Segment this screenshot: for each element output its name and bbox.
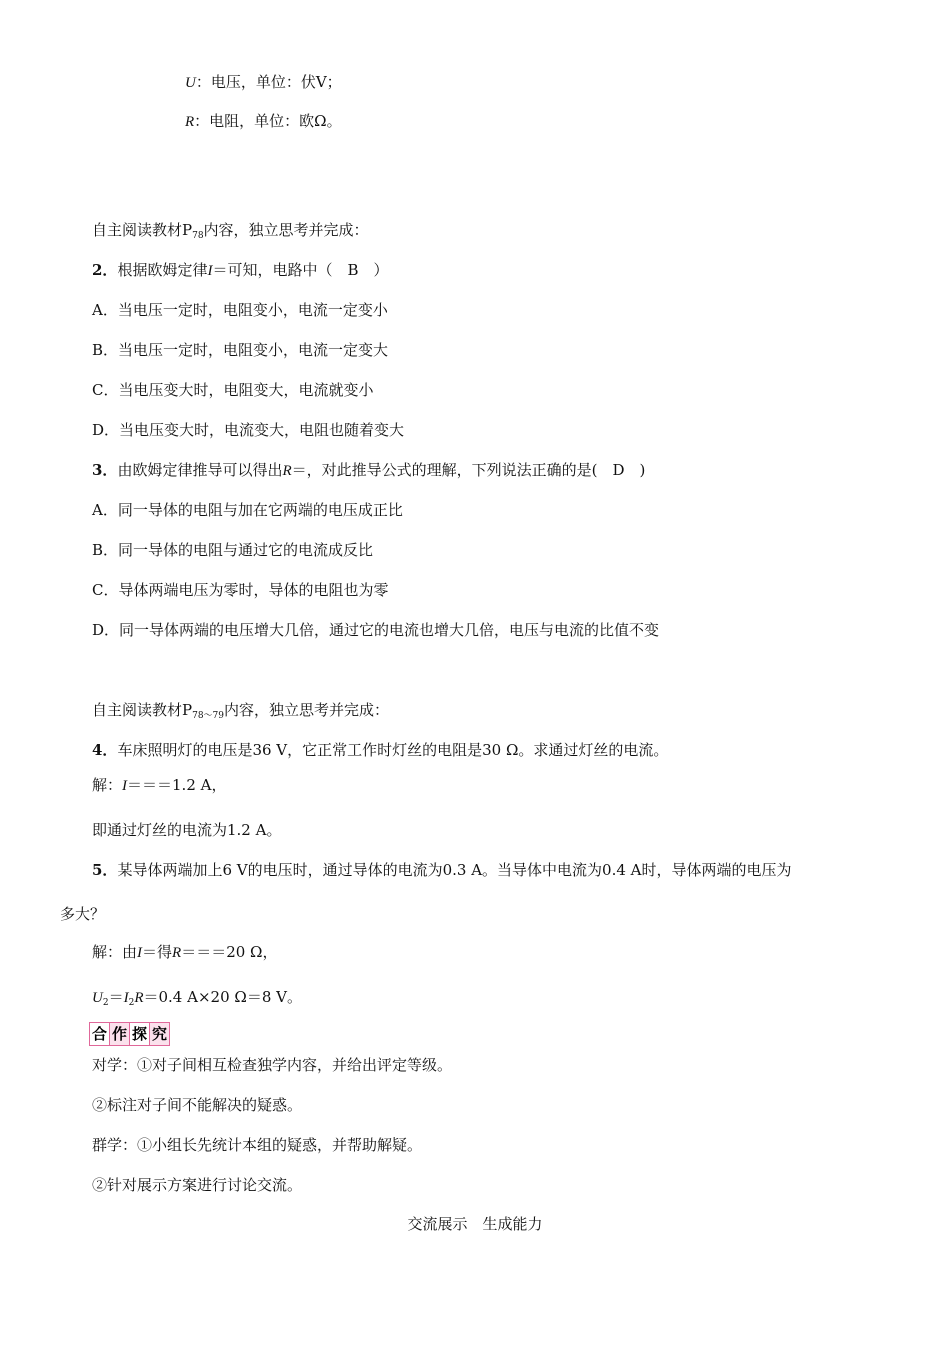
- q3-option-b: B．同一导体的电阻与通过它的电流成反比: [92, 541, 374, 559]
- question-3: [92, 460, 645, 481]
- tag-char: 合: [92, 1025, 108, 1043]
- solution-text: ＝得: [142, 943, 173, 961]
- q2-option-d: D．当电压变大时，电流变大，电阻也随着变大: [92, 421, 405, 439]
- solution-text: ＝0.4 A×20 Ω＝8 V。: [143, 988, 302, 1006]
- question-4: [92, 740, 668, 760]
- question-text: 由欧姆定律推导可以得出: [117, 461, 283, 479]
- solution-text: ＝＝＝1.2 A，: [127, 776, 227, 794]
- coop-line-4: ②针对展示方案进行讨论交流。: [92, 1176, 303, 1194]
- definition-resistance: [185, 111, 342, 132]
- coop-line-3: 群学：①小组长先统计本组的疑惑，并帮助解疑。: [92, 1136, 423, 1154]
- subscript: 2: [102, 998, 109, 1008]
- variable-i: I: [123, 990, 129, 1006]
- variable-r: R: [134, 990, 144, 1006]
- q2-option-c: C．当电压变大时，电阻变大，电流就变小: [92, 381, 374, 399]
- solution-text: ＝＝＝20 Ω，: [181, 943, 278, 961]
- q5-solution: [92, 942, 278, 963]
- q3-option-a: A．同一导体的电阻与加在它两端的电压成正比: [92, 501, 403, 519]
- page-range: 78～79: [192, 711, 224, 721]
- section-heading: 交流展示 生成能力: [407, 1215, 543, 1233]
- intro-text: 自主阅读教材P: [92, 221, 193, 239]
- question-text: 某导体两端加上6 V的电压时，通过导体的电流为0.3 A。当导体中电流为0.4 A时，导体两端的电压为: [117, 861, 792, 879]
- section-intro-2: [92, 700, 389, 720]
- definition-text: ：电压，单位：伏V；: [195, 73, 342, 91]
- question-number: 4．: [92, 741, 118, 759]
- q3-option-d: D．同一导体两端的电压增大几倍，通过它的电流也增大几倍，电压与电流的比值不变: [92, 621, 660, 639]
- intro-tail: 内容，独立思考并完成：: [203, 221, 369, 239]
- coop-line-1: 对学：①对子间相互检查独学内容，并给出评定等级。: [92, 1056, 453, 1074]
- q4-conclusion: 即通过灯丝的电流为1.2 A。: [92, 821, 282, 839]
- question-text: 根据欧姆定律: [117, 261, 208, 279]
- q4-solution: [92, 775, 226, 796]
- question-2: [92, 260, 388, 281]
- cooperative-inquiry-tag: [89, 1022, 170, 1046]
- variable-u: U: [92, 990, 103, 1006]
- variable-r: R: [172, 945, 182, 961]
- q2-option-b: B．当电压一定时，电阻变小，电流一定变大: [92, 341, 389, 359]
- coop-line-2: ②标注对子间不能解决的疑惑。: [92, 1096, 303, 1114]
- question-number: 3．: [92, 461, 118, 479]
- question-number: 2．: [92, 261, 118, 279]
- question-5-continued: 多大？: [60, 905, 106, 923]
- variable-r: R: [282, 463, 292, 479]
- tag-char: 探: [129, 1023, 149, 1045]
- variable-i: I: [137, 945, 143, 961]
- intro-tail: 内容，独立思考并完成：: [224, 701, 390, 719]
- intro-text: 自主阅读教材P: [92, 701, 193, 719]
- solution-label: 解：: [92, 776, 123, 794]
- solution-text: ＝: [108, 988, 124, 1006]
- solution-label: 解：由: [92, 943, 138, 961]
- subscript: 2: [128, 998, 135, 1008]
- question-5: [92, 860, 792, 880]
- q3-option-c: C．导体两端电压为零时，导体的电阻也为零: [92, 581, 389, 599]
- variable-i: I: [207, 263, 213, 279]
- question-text: ＝，对此推导公式的理解，下列说法正确的是( D ): [291, 461, 646, 479]
- symbol-r: R: [185, 114, 195, 130]
- tag-char: 作: [109, 1023, 129, 1045]
- question-number: 5．: [92, 861, 118, 879]
- tag-char: 究: [149, 1023, 169, 1045]
- q5-solution-line2: [92, 987, 302, 1008]
- symbol-u: U: [185, 75, 196, 91]
- question-text: ＝可知，电路中（ B ）: [212, 261, 389, 279]
- definition-text: ：电阻，单位：欧Ω。: [194, 112, 342, 130]
- definition-voltage: [185, 72, 342, 93]
- section-intro-1: [92, 220, 369, 240]
- variable-i: I: [122, 778, 128, 794]
- question-text: 车床照明灯的电压是36 V，它正常工作时灯丝的电阻是30 Ω。求通过灯丝的电流。: [117, 741, 669, 759]
- q2-option-a: A．当电压一定时，电阻变小，电流一定变小: [92, 301, 388, 319]
- page-range: 78: [192, 231, 204, 241]
